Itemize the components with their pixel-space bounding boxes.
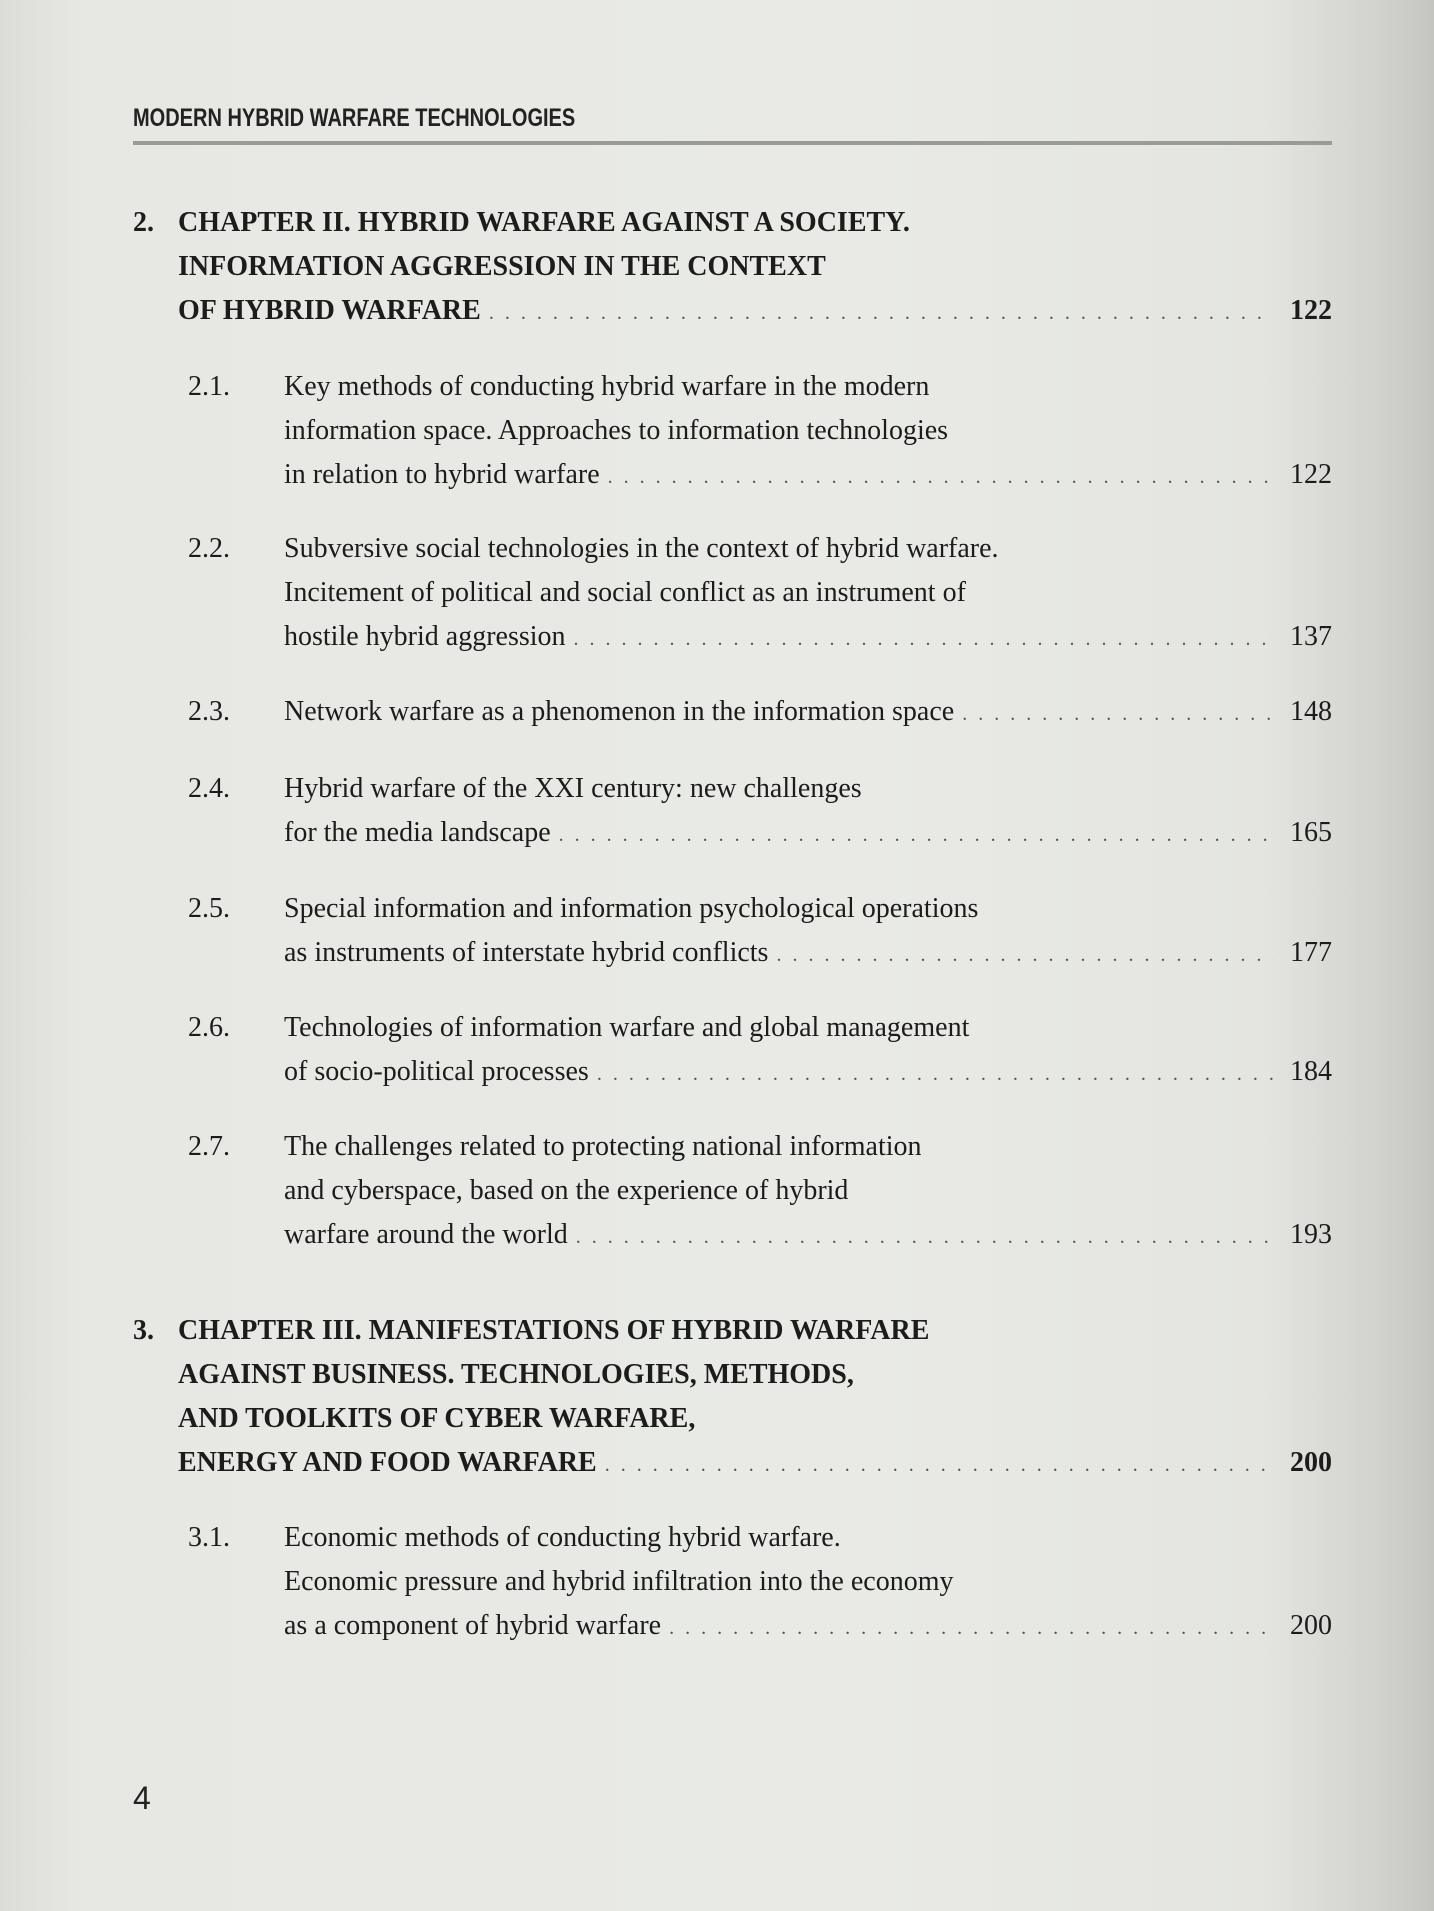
entry-title-line: INFORMATION AGGRESSION IN THE CONTEXT (178, 251, 826, 282)
entry-number: 2.2. (188, 533, 230, 564)
entry-page-number: 122 (1290, 459, 1332, 490)
entry-title-line: hostile hybrid aggression (284, 621, 566, 652)
entry-page-number: 148 (1290, 696, 1332, 727)
entry-title-line: Subversive social technologies in the context of hybrid warfare. (284, 533, 999, 564)
entry-title-line: CHAPTER III. MANIFESTATIONS OF HYBRID WARFARE (178, 1315, 930, 1346)
entry-number: 2. (133, 207, 154, 238)
entry-title-line: and cyberspace, based on the experience of hybrid (284, 1175, 849, 1206)
entry-title-line: The challenges related to protecting national information (284, 1131, 922, 1162)
entry-title-line: Network warfare as a phenomenon in the information space (284, 696, 955, 727)
entry-number: 2.6. (188, 1012, 230, 1043)
dot-leader (597, 1052, 1274, 1096)
entry-page-number: 177 (1290, 937, 1332, 968)
entry-page-number: 137 (1290, 621, 1332, 652)
entry-number: 3.1. (188, 1522, 230, 1553)
entry-title-line: AGAINST BUSINESS. TECHNOLOGIES, METHODS, (178, 1359, 854, 1390)
dot-leader (669, 1606, 1274, 1650)
entry-title-line: for the media landscape (284, 817, 551, 848)
dot-leader (574, 617, 1274, 661)
entry-title-line: Economic pressure and hybrid infiltration into the economy (284, 1566, 954, 1597)
entry-title-line: warfare around the world (284, 1219, 568, 1250)
dot-leader (489, 291, 1274, 335)
entry-page-number: 193 (1290, 1219, 1332, 1250)
entry-number: 2.5. (188, 893, 230, 924)
dot-leader (962, 692, 1274, 736)
running-head: MODERN HYBRID WARFARE TECHNOLOGIES (133, 104, 576, 132)
entry-page-number: 165 (1290, 817, 1332, 848)
entry-title-line: of socio-political processes (284, 1056, 589, 1087)
dot-leader (576, 1215, 1274, 1259)
dot-leader (776, 933, 1274, 977)
dot-leader (559, 813, 1274, 857)
entry-number: 2.7. (188, 1131, 230, 1162)
entry-title-line: as a component of hybrid warfare (284, 1610, 662, 1641)
entry-page-number: 200 (1290, 1447, 1332, 1478)
entry-number: 2.1. (188, 371, 230, 402)
entry-number: 3. (133, 1315, 154, 1346)
entry-title-line: CHAPTER II. HYBRID WARFARE AGAINST A SOCIETY. (178, 207, 910, 238)
entry-title-line: Key methods of conducting hybrid warfare in the modern (284, 371, 930, 402)
entry-title-line: Special information and information psychological operations (284, 893, 979, 924)
entry-number: 2.3. (188, 696, 230, 727)
entry-title-line: Hybrid warfare of the XXI century: new challenges (284, 773, 862, 804)
header-rule (133, 141, 1332, 145)
entry-title-line: as instruments of interstate hybrid conflicts (284, 937, 769, 968)
dot-leader (608, 455, 1274, 499)
entry-title-line: information space. Approaches to information technologies (284, 415, 949, 446)
entry-title-line: AND TOOLKITS OF CYBER WARFARE, (178, 1403, 696, 1434)
entry-title-line: in relation to hybrid warfare (284, 459, 600, 490)
entry-title-line: ENERGY AND FOOD WARFARE (178, 1447, 597, 1478)
dot-leader (605, 1443, 1274, 1487)
entry-number: 2.4. (188, 773, 230, 804)
entry-page-number: 200 (1290, 1610, 1332, 1641)
entry-title-line: Economic methods of conducting hybrid warfare. (284, 1522, 841, 1553)
entry-page-number: 184 (1290, 1056, 1332, 1087)
entry-page-number: 122 (1290, 295, 1332, 326)
page-number: 4 (133, 1780, 151, 1816)
entry-title-line: Incitement of political and social conflict as an instrument of (284, 577, 966, 608)
entry-title-line: OF HYBRID WARFARE (178, 295, 481, 326)
entry-title-line: Technologies of information warfare and global management (284, 1012, 970, 1043)
